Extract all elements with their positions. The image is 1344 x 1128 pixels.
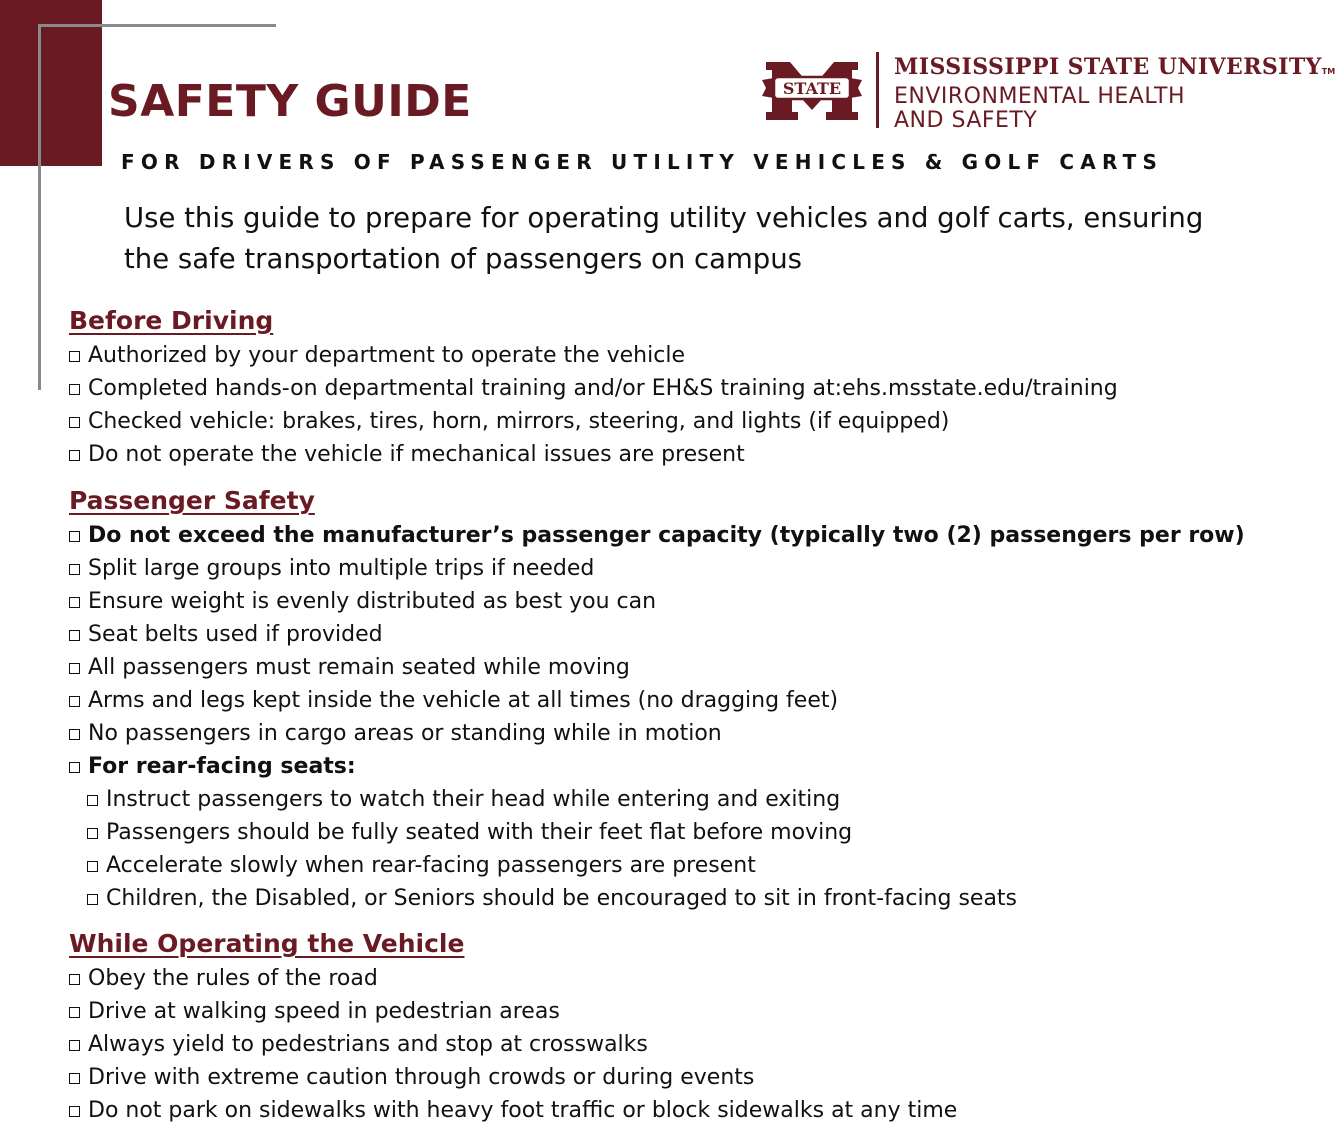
checklist-item	[69, 372, 1118, 405]
checkbox-icon[interactable]	[69, 450, 80, 461]
checklist-item-text: Arms and legs kept inside the vehicle at all times (no dragging feet)	[88, 688, 839, 713]
checklist-item	[69, 1061, 957, 1094]
checkbox-icon[interactable]	[69, 1073, 80, 1084]
checklist-item	[69, 552, 1245, 585]
logo-mark-text: STATE	[782, 79, 842, 98]
checklist-item-text: Split large groups into multiple trips if needed	[88, 556, 595, 581]
checklist-item-text: Passengers should be fully seated with their feet flat before moving	[106, 820, 853, 845]
checklist-item	[69, 519, 1245, 552]
checklist-item-text: Children, the Disabled, or Seniors should be encouraged to sit in front-facing seats	[106, 886, 1018, 911]
logo-trademark: TM	[1321, 67, 1336, 76]
logo-department-line1: ENVIRONMENTAL HEALTH	[894, 84, 1186, 109]
checklist-item-text: Obey the rules of the road	[88, 966, 378, 991]
section-heading-passenger-safety: Passenger Safety	[69, 486, 315, 515]
decorative-bracket-left	[38, 24, 41, 390]
checklist-item-text: Completed hands-on departmental training and/or EH&S training at:ehs.msstate.edu/training	[88, 376, 1118, 401]
checklist-item-text: Checked vehicle: brakes, tires, horn, mirrors, steering, and lights (if equipped)	[88, 409, 950, 434]
logo-line1-text: MISSISSIPPI STATE UNIVERSITY	[894, 54, 1322, 80]
checklist-item-text: Always yield to pedestrians and stop at crosswalks	[88, 1032, 648, 1057]
checkbox-icon[interactable]	[69, 663, 80, 674]
checkbox-icon[interactable]	[69, 351, 80, 362]
checkbox-icon[interactable]	[69, 1106, 80, 1117]
logo-department-line2: AND SAFETY	[894, 108, 1038, 133]
checklist-item-text: Instruct passengers to watch their head while entering and exiting	[106, 787, 841, 812]
checkbox-icon[interactable]	[69, 384, 80, 395]
checklist-item-text: All passengers must remain seated while moving	[88, 655, 630, 680]
checklist-item	[69, 995, 957, 1028]
checklist-item	[69, 651, 1245, 684]
checklist-item-text: Drive at walking speed in pedestrian areas	[88, 999, 560, 1024]
checkbox-icon[interactable]	[69, 762, 80, 773]
checkbox-icon[interactable]	[69, 729, 80, 740]
checklist-item-text: No passengers in cargo areas or standing while in motion	[88, 721, 722, 746]
checklist-item	[69, 339, 1118, 372]
page-subtitle: FOR DRIVERS OF PASSENGER UTILITY VEHICLES & GOLF CARTS	[121, 150, 1164, 174]
checkbox-icon[interactable]	[69, 1040, 80, 1051]
checklist-item-text: Ensure weight is evenly distributed as best you can	[88, 589, 657, 614]
checkbox-icon[interactable]	[87, 894, 98, 905]
msu-m-state-icon	[760, 58, 864, 124]
checkbox-icon[interactable]	[69, 696, 80, 707]
checkbox-icon[interactable]	[69, 974, 80, 985]
logo-text	[894, 54, 1335, 133]
checklist-subitem	[69, 816, 1245, 849]
passenger-safety-checklist	[69, 519, 1245, 915]
page-title: SAFETY GUIDE	[108, 76, 472, 127]
checklist-item	[69, 1028, 957, 1061]
checkbox-icon[interactable]	[69, 597, 80, 608]
checkbox-icon[interactable]	[87, 861, 98, 872]
checklist-item	[69, 438, 1118, 471]
checklist-item-text: Authorized by your department to operate the vehicle	[88, 343, 685, 368]
checklist-subitem	[69, 783, 1245, 816]
university-logo	[760, 50, 1336, 133]
checklist-item	[69, 962, 957, 995]
checkbox-icon[interactable]	[69, 1007, 80, 1018]
checklist-item-text: Seat belts used if provided	[88, 622, 383, 647]
logo-divider	[876, 52, 879, 128]
checklist-item	[69, 585, 1245, 618]
checklist-item	[69, 717, 1245, 750]
checklist-item-text: Do not operate the vehicle if mechanical issues are present	[88, 442, 745, 467]
intro-paragraph: Use this guide to prepare for operating utility vehicles and golf carts, ensuring the safe transportation of passengers on campus	[124, 202, 1204, 275]
checkbox-icon[interactable]	[69, 630, 80, 641]
checklist-subitem	[69, 849, 1245, 882]
logo-university-name	[894, 54, 1335, 85]
checklist-item	[69, 618, 1245, 651]
checkbox-icon[interactable]	[69, 531, 80, 542]
checklist-item-text: Drive with extreme caution through crowds or during events	[88, 1065, 755, 1090]
checkbox-icon[interactable]	[87, 828, 98, 839]
before-driving-checklist	[69, 339, 1118, 471]
checklist-item-text: For rear-facing seats:	[88, 754, 356, 779]
checkbox-icon[interactable]	[87, 795, 98, 806]
checkbox-icon[interactable]	[69, 564, 80, 575]
section-heading-before-driving: Before Driving	[69, 306, 274, 335]
decorative-bracket-top	[38, 24, 276, 27]
checklist-item	[69, 405, 1118, 438]
while-operating-checklist	[69, 962, 957, 1127]
checklist-item-text: Do not park on sidewalks with heavy foot traffic or block sidewalks at any time	[88, 1098, 958, 1123]
checklist-item-text: Do not exceed the manufacturer’s passenger capacity (typically two (2) passengers per row)	[88, 523, 1245, 548]
checklist-item-rear-facing	[69, 750, 1245, 783]
checkbox-icon[interactable]	[69, 417, 80, 428]
checklist-item-text: Accelerate slowly when rear-facing passengers are present	[106, 853, 756, 878]
checklist-item	[69, 1094, 957, 1127]
checklist-subitem	[69, 882, 1245, 915]
section-heading-while-operating: While Operating the Vehicle	[69, 929, 465, 958]
checklist-item	[69, 684, 1245, 717]
